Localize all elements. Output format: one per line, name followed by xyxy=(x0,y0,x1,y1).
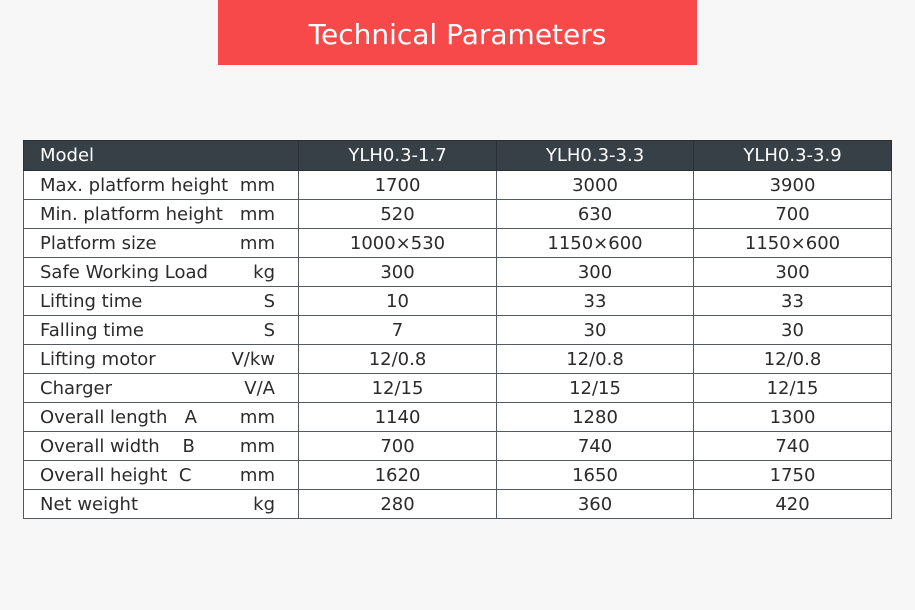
table-row xyxy=(24,461,892,490)
table-row xyxy=(24,229,892,258)
value-cell-model-1: 1620 xyxy=(299,461,497,490)
parameter-unit: mm xyxy=(239,232,275,254)
table-row xyxy=(24,316,892,345)
value-cell-model-1: 1140 xyxy=(299,403,497,432)
table-row xyxy=(24,403,892,432)
value-cell-model-3: 33 xyxy=(694,287,892,316)
parameter-cell xyxy=(24,316,299,345)
value-cell-model-2: 3000 xyxy=(497,171,694,200)
parameter-name: Overall height C xyxy=(40,464,192,486)
technical-parameters-table xyxy=(23,140,892,519)
value-cell-model-1: 7 xyxy=(299,316,497,345)
table-row xyxy=(24,345,892,374)
table-row xyxy=(24,432,892,461)
parameter-cell xyxy=(24,461,299,490)
value-cell-model-2: 30 xyxy=(497,316,694,345)
value-cell-model-3: 740 xyxy=(694,432,892,461)
parameter-name: Falling time xyxy=(40,319,144,341)
model-header-3: YLH0.3-3.9 xyxy=(694,141,892,171)
parameter-name: Lifting motor xyxy=(40,348,156,370)
value-cell-model-1: 520 xyxy=(299,200,497,229)
value-cell-model-3: 420 xyxy=(694,490,892,519)
value-cell-model-2: 740 xyxy=(497,432,694,461)
parameter-name: Safe Working Load xyxy=(40,261,208,283)
parameter-unit: S xyxy=(263,290,275,312)
parameter-name: Min. platform height xyxy=(40,203,223,225)
value-cell-model-3: 12/0.8 xyxy=(694,345,892,374)
parameter-unit: mm xyxy=(239,464,275,486)
parameter-unit: mm xyxy=(239,406,275,428)
table-row xyxy=(24,171,892,200)
parameter-unit: mm xyxy=(239,174,275,196)
value-cell-model-1: 1000×530 xyxy=(299,229,497,258)
model-header-label: Model xyxy=(24,141,299,171)
table-row xyxy=(24,374,892,403)
value-cell-model-3: 12/15 xyxy=(694,374,892,403)
parameter-name: Overall width B xyxy=(40,435,195,457)
parameter-cell xyxy=(24,229,299,258)
parameter-cell xyxy=(24,432,299,461)
parameter-name: Charger xyxy=(40,377,112,399)
page-title: Technical Parameters xyxy=(308,18,607,51)
parameter-cell xyxy=(24,258,299,287)
parameter-name: Net weight xyxy=(40,493,139,515)
model-header-1: YLH0.3-1.7 xyxy=(299,141,497,171)
value-cell-model-2: 630 xyxy=(497,200,694,229)
parameter-cell xyxy=(24,403,299,432)
value-cell-model-2: 33 xyxy=(497,287,694,316)
value-cell-model-1: 10 xyxy=(299,287,497,316)
parameter-name: Lifting time xyxy=(40,290,143,312)
parameter-cell xyxy=(24,200,299,229)
model-header-2: YLH0.3-3.3 xyxy=(497,141,694,171)
parameter-cell xyxy=(24,171,299,200)
value-cell-model-1: 700 xyxy=(299,432,497,461)
value-cell-model-2: 12/0.8 xyxy=(497,345,694,374)
parameter-unit: kg xyxy=(253,493,275,515)
page-title-banner xyxy=(218,0,697,65)
value-cell-model-3: 30 xyxy=(694,316,892,345)
value-cell-model-1: 12/0.8 xyxy=(299,345,497,374)
parameter-cell xyxy=(24,374,299,403)
value-cell-model-2: 1150×600 xyxy=(497,229,694,258)
parameter-cell xyxy=(24,490,299,519)
value-cell-model-2: 360 xyxy=(497,490,694,519)
value-cell-model-3: 1150×600 xyxy=(694,229,892,258)
value-cell-model-3: 300 xyxy=(694,258,892,287)
table-row xyxy=(24,200,892,229)
value-cell-model-3: 1750 xyxy=(694,461,892,490)
table-header-row xyxy=(24,141,892,171)
parameter-name: Max. platform height xyxy=(40,174,229,196)
parameter-name: Platform size xyxy=(40,232,157,254)
value-cell-model-1: 1700 xyxy=(299,171,497,200)
value-cell-model-2: 300 xyxy=(497,258,694,287)
parameter-cell xyxy=(24,345,299,374)
value-cell-model-2: 12/15 xyxy=(497,374,694,403)
parameter-unit: V/A xyxy=(244,377,275,399)
value-cell-model-1: 280 xyxy=(299,490,497,519)
value-cell-model-2: 1650 xyxy=(497,461,694,490)
parameter-name: Overall length A xyxy=(40,406,197,428)
value-cell-model-1: 12/15 xyxy=(299,374,497,403)
parameter-unit: S xyxy=(263,319,275,341)
value-cell-model-3: 700 xyxy=(694,200,892,229)
parameter-unit: kg xyxy=(253,261,275,283)
table-row xyxy=(24,287,892,316)
value-cell-model-2: 1280 xyxy=(497,403,694,432)
value-cell-model-3: 1300 xyxy=(694,403,892,432)
table-row xyxy=(24,490,892,519)
value-cell-model-3: 3900 xyxy=(694,171,892,200)
parameter-cell xyxy=(24,287,299,316)
value-cell-model-1: 300 xyxy=(299,258,497,287)
parameter-unit: mm xyxy=(239,203,275,225)
parameter-unit: V/kw xyxy=(231,348,275,370)
table-row xyxy=(24,258,892,287)
parameter-unit: mm xyxy=(239,435,275,457)
